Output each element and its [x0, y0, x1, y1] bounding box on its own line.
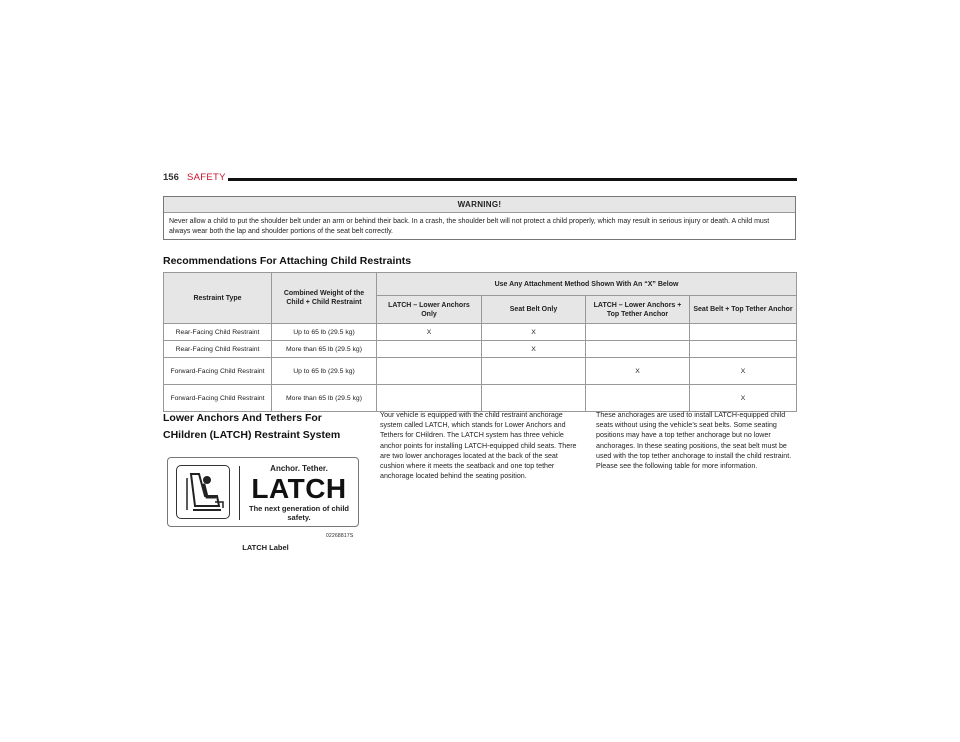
label-divider: [239, 466, 240, 520]
header-method-latch-tether: LATCH – Lower Anchors + Top Tether Anchor: [586, 296, 690, 324]
cell-weight: More than 65 lb (29.5 kg): [272, 341, 377, 358]
cell-mark: [377, 358, 482, 385]
cell-type: Rear-Facing Child Restraint: [164, 341, 272, 358]
header-weight: Combined Weight of the Child + Child Restraint: [272, 273, 377, 324]
cell-weight: Up to 65 lb (29.5 kg): [272, 358, 377, 385]
page-number: 156: [163, 172, 179, 183]
image-code: 02268817S: [326, 533, 354, 539]
cell-mark: X: [586, 358, 690, 385]
cell-mark: X: [482, 324, 586, 341]
header-methods-group: Use Any Attachment Method Shown With An “X” Below: [377, 273, 797, 296]
latch-section-title: Lower Anchors And Tethers For CHildren (LATCH) Restraint System: [163, 412, 341, 441]
child-seat-icon: [176, 465, 230, 519]
latch-label-figure: [167, 457, 359, 527]
header-restraint-type: Restraint Type: [164, 273, 272, 324]
warning-title: WARNING!: [164, 197, 795, 213]
cell-type: Forward-Facing Child Restraint: [164, 358, 272, 385]
cell-mark: [690, 341, 797, 358]
cell-weight: Up to 65 lb (29.5 kg): [272, 324, 377, 341]
cell-mark: X: [377, 324, 482, 341]
figure-caption: LATCH Label: [242, 543, 289, 552]
cell-mark: X: [690, 358, 797, 385]
table-row: [164, 385, 797, 412]
page-header: [163, 172, 797, 184]
cell-mark: X: [482, 341, 586, 358]
latch-logo-text: LATCH: [251, 473, 347, 504]
warning-text: Never allow a child to put the shoulder belt under an arm or behind their back. In a crash, the shoulder belt will not protect a child properly, which may result in serious injury or death. A child must always wear both the lap and shoulder portions of the seat belt correctly.: [169, 218, 770, 235]
header-method-seat-belt: Seat Belt Only: [482, 296, 586, 324]
label-tagline: The next generation of child safety.: [248, 504, 349, 522]
cell-mark: [482, 358, 586, 385]
warning-box: [163, 196, 796, 240]
recommendations-title: Recommendations For Attaching Child Restraints: [163, 255, 412, 267]
restraint-table: [163, 272, 797, 412]
cell-weight: More than 65 lb (29.5 kg): [272, 385, 377, 412]
latch-paragraph-2: These anchorages are used to install LATCH-equipped child seats without using the vehicle’s seat belts. Some seating positions may have a top tether anchorage but no lower anchorages. In these seating positions, the seat belt must be used with the top tether anchorage to install the child restraint. Please see the following table for more information.: [596, 411, 792, 471]
table-row: [164, 358, 797, 385]
cell-mark: [586, 385, 690, 412]
latch-paragraph-1: Your vehicle is equipped with the child restraint anchorage system called LATCH, which stands for Lower Anchors and Tethers for CHildren. The LATCH system has three vehicle anchor points for installing LATCH-equipped child seats. There are two lower anchorages located at the back of the seat cushion where it meets the seatback and one top tether anchorage located behind the seating position.: [380, 411, 577, 481]
cell-type: Forward-Facing Child Restraint: [164, 385, 272, 412]
cell-mark: [586, 341, 690, 358]
label-anchor-tether: Anchor. Tether.: [270, 464, 328, 473]
header-rule: [228, 178, 797, 181]
table-row: [164, 341, 797, 358]
header-method-belt-tether: Seat Belt + Top Tether Anchor: [690, 296, 797, 324]
cell-mark: [482, 385, 586, 412]
table-row: [164, 324, 797, 341]
header-method-latch-lower: LATCH – Lower Anchors Only: [377, 296, 482, 324]
cell-mark: [586, 324, 690, 341]
cell-mark: [377, 385, 482, 412]
cell-mark: [690, 324, 797, 341]
cell-type: Rear-Facing Child Restraint: [164, 324, 272, 341]
section-name: SAFETY: [187, 172, 226, 183]
cell-mark: [377, 341, 482, 358]
cell-mark: X: [690, 385, 797, 412]
